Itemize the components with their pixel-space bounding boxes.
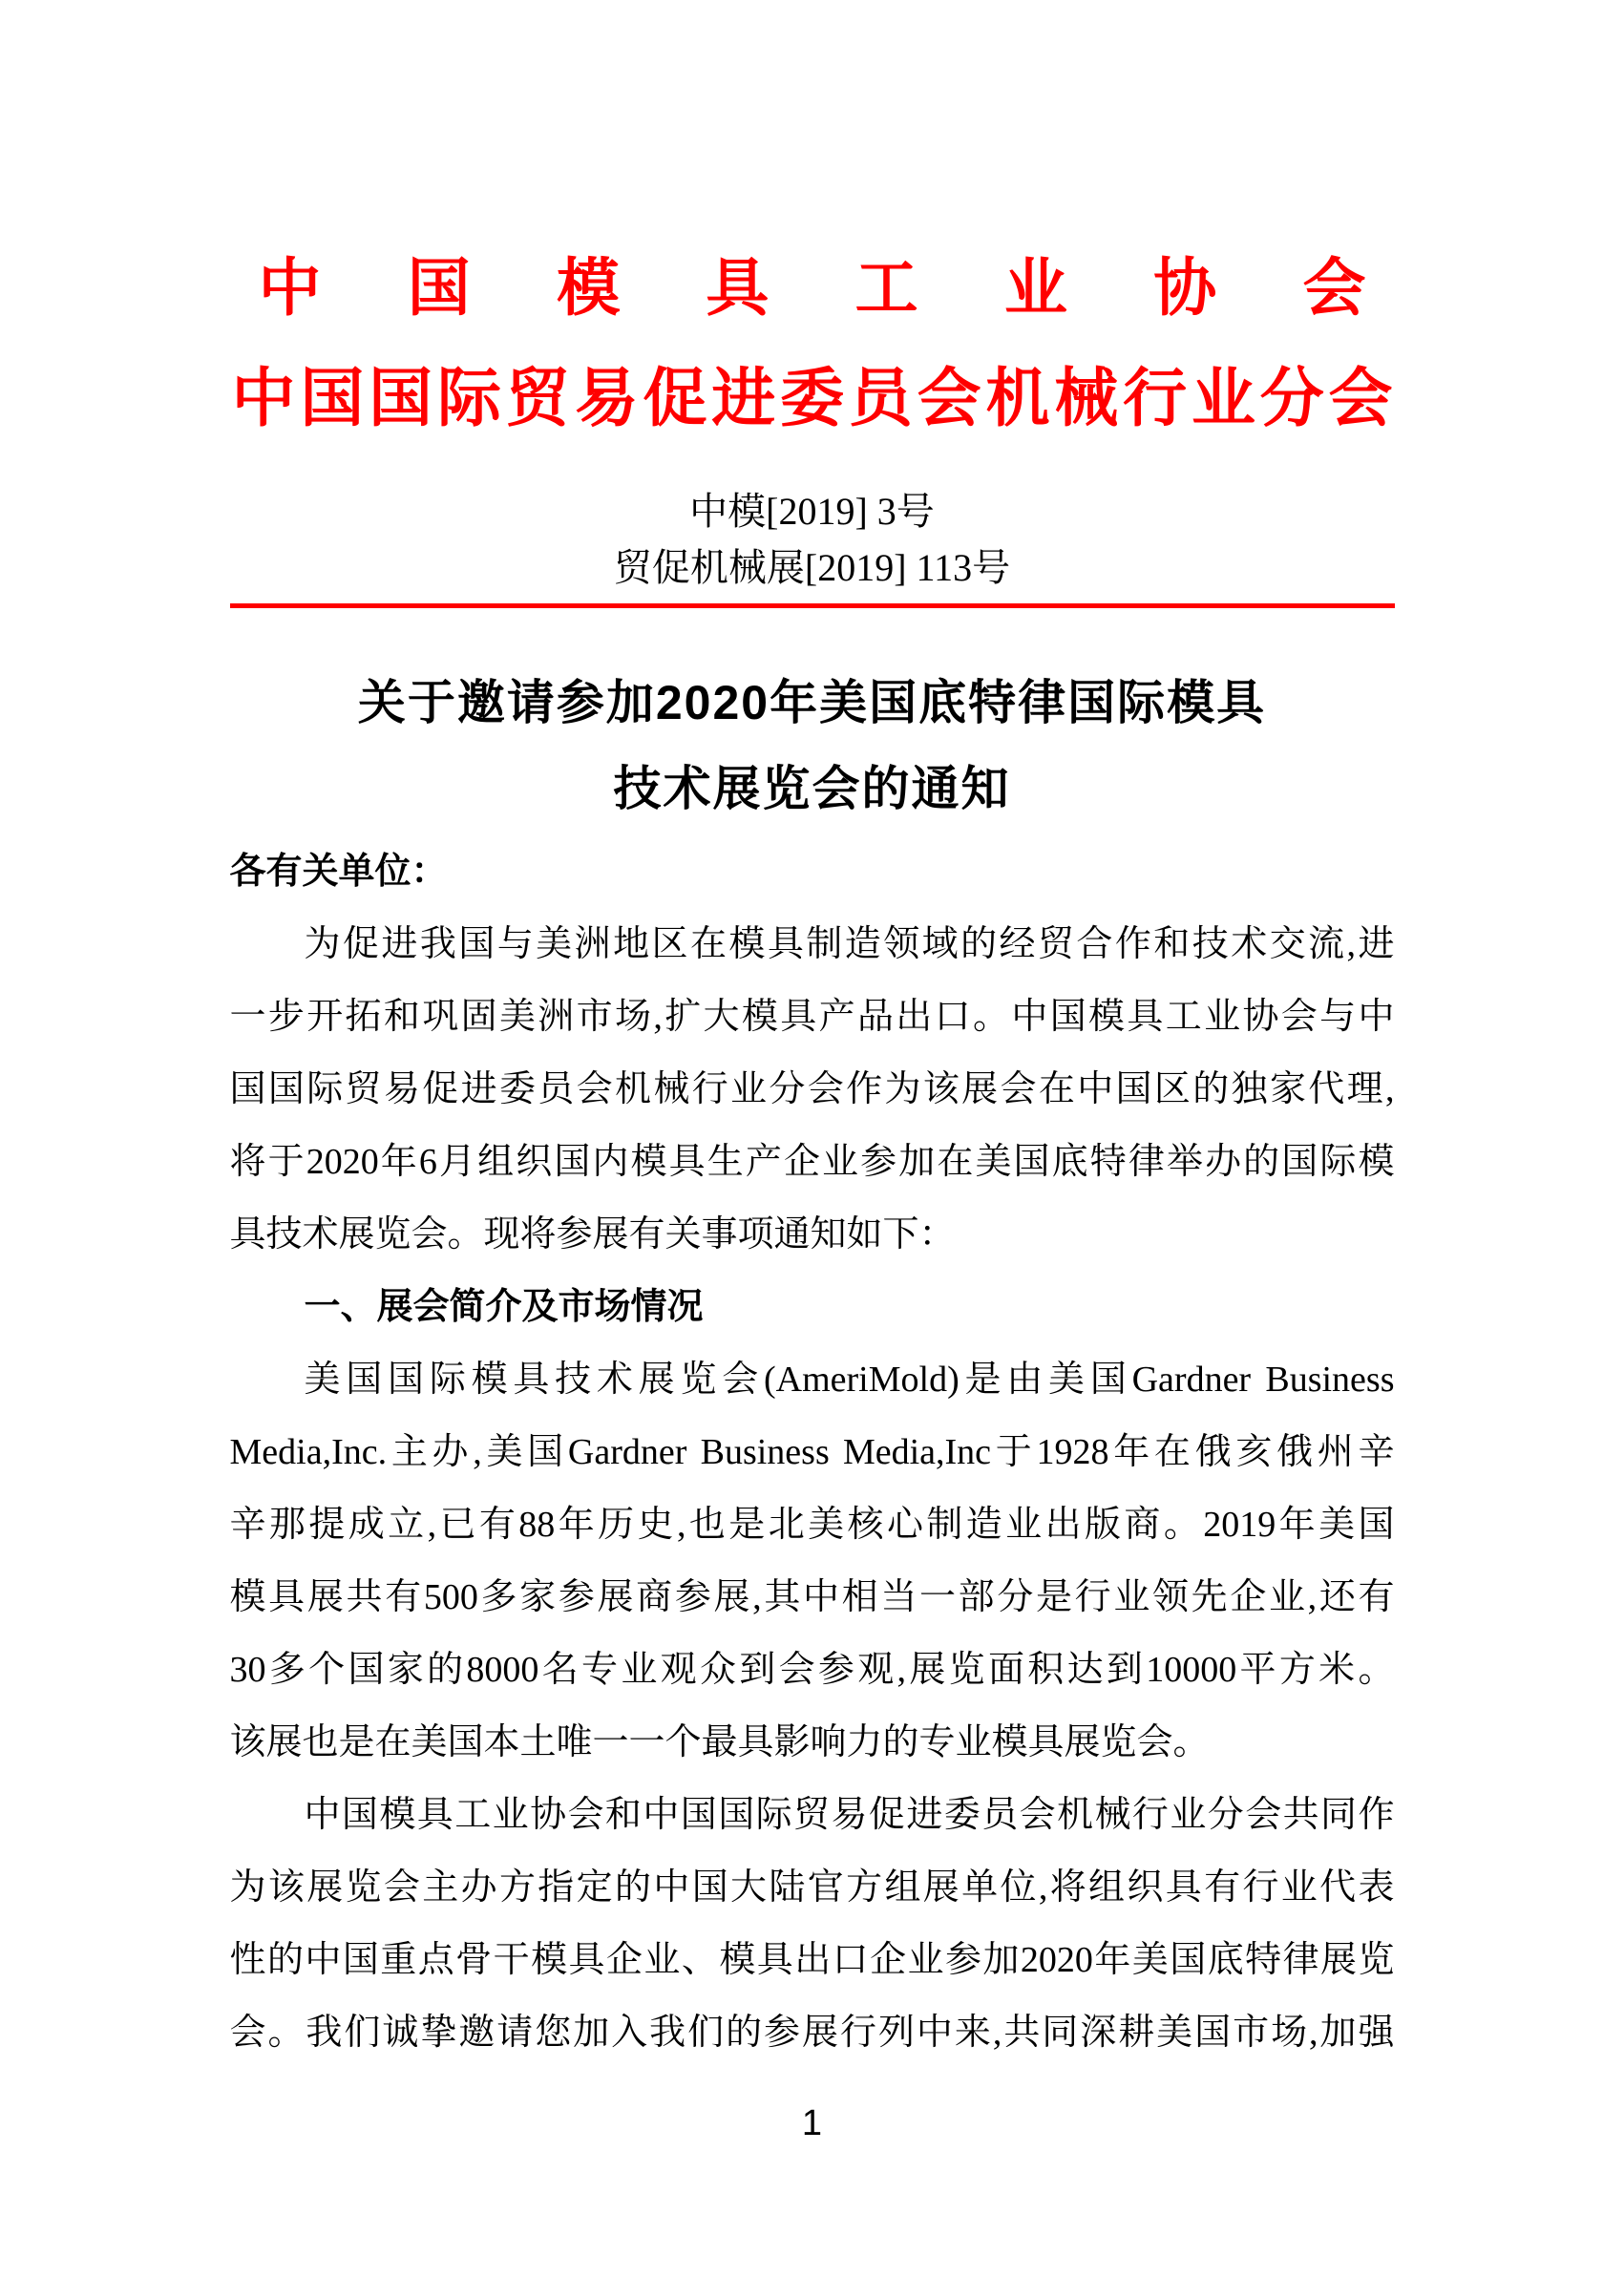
letterhead-char: 际 bbox=[436, 364, 501, 434]
letterhead-char: 会 bbox=[1328, 364, 1393, 434]
letterhead-char: 中 bbox=[258, 254, 322, 324]
letterhead-char: 协 bbox=[1153, 254, 1217, 324]
letterhead-org-name-secondary bbox=[230, 361, 1395, 437]
text-line: 中国模具工业协会和中国国际贸易促进委员会机械行业分会共同作 bbox=[304, 1795, 1395, 1835]
letterhead-char: 贸 bbox=[505, 364, 570, 434]
letterhead-char: 会 bbox=[1302, 254, 1366, 324]
letterhead-char: 业 bbox=[1191, 364, 1255, 434]
text-line: 一、展会简介及市场情况 bbox=[304, 1287, 704, 1327]
text-line: 为该展览会主办方指定的中国大陆官方组展单位,将组织具有行业代表 bbox=[229, 1867, 1395, 1908]
title-line-1: 关于邀请参加2020年美国底特律国际模具 bbox=[357, 676, 1267, 729]
letterhead-char: 工 bbox=[854, 254, 918, 324]
letterhead-char: 中 bbox=[231, 364, 296, 434]
text-line: 将于2020年6月组织国内模具生产企业参加在美国底特律举办的国际模 bbox=[229, 1142, 1395, 1182]
body-block-paragraph bbox=[230, 908, 1395, 1271]
page-number: 1 bbox=[801, 2103, 823, 2143]
body-block-paragraph bbox=[230, 1343, 1395, 1779]
letterhead-char: 易 bbox=[574, 364, 639, 434]
letterhead-char: 分 bbox=[1259, 364, 1324, 434]
letterhead-char: 国 bbox=[369, 364, 433, 434]
body-block-paragraph bbox=[230, 1779, 1395, 2069]
text-line: Media,Inc.主办,美国Gardner Business Media,Inc于1928年在俄亥俄州辛 bbox=[229, 1432, 1395, 1472]
text-line: 该展也是在美国本土唯一一个最具影响力的专业模具展览会。 bbox=[229, 1722, 1210, 1762]
body-text bbox=[230, 835, 1395, 2069]
text-line: 各有关单位： bbox=[229, 852, 448, 892]
text-line: 30多个国家的8000名专业观众到会参观,展览面积达到10000平方米。 bbox=[229, 1650, 1395, 1690]
letterhead-org-name-primary bbox=[230, 252, 1395, 327]
text-line: 模具展共有500多家参展商参展,其中相当一部分是行业领先企业,还有 bbox=[229, 1577, 1395, 1617]
letterhead-char: 模 bbox=[557, 254, 621, 324]
body-block-heading bbox=[230, 1271, 1395, 1343]
text-line: 一步开拓和巩固美洲市场,扩大模具产品出口。中国模具工业协会与中 bbox=[229, 997, 1395, 1037]
document-reference-numbers bbox=[230, 483, 1395, 596]
letterhead-char: 国 bbox=[407, 254, 471, 324]
letterhead-char: 委 bbox=[780, 364, 844, 434]
letterhead-char: 机 bbox=[985, 364, 1050, 434]
text-line: 会。我们诚挚邀请您加入我们的参展行列中来,共同深耕美国市场,加强 bbox=[229, 2013, 1395, 2053]
letterhead-char: 具 bbox=[706, 254, 770, 324]
letterhead-char: 业 bbox=[1003, 254, 1067, 324]
letterhead-char: 国 bbox=[300, 364, 365, 434]
letterhead-char: 进 bbox=[711, 364, 776, 434]
letterhead-char: 员 bbox=[848, 364, 913, 434]
text-line: 美国国际模具技术展览会(AmeriMold)是由美国Gardner Business bbox=[304, 1360, 1395, 1400]
document-title bbox=[230, 660, 1395, 832]
letterhead-char: 会 bbox=[917, 364, 981, 434]
letterhead-char: 械 bbox=[1054, 364, 1119, 434]
doc-number-2: 贸促机械展[2019] 113号 bbox=[613, 546, 1011, 589]
title-line-2: 技术展览会的通知 bbox=[613, 762, 1011, 815]
text-line: 为促进我国与美洲地区在模具制造领域的经贸合作和技术交流,进 bbox=[304, 924, 1395, 964]
letterhead-char: 促 bbox=[643, 364, 707, 434]
red-divider-line bbox=[230, 603, 1395, 608]
text-line: 国国际贸易促进委员会机械行业分会作为该展会在中国区的独家代理, bbox=[229, 1069, 1395, 1109]
body-block-salutation bbox=[230, 835, 1395, 908]
text-line: 具技术展览会。现将参展有关事项通知如下： bbox=[229, 1214, 956, 1255]
text-line: 性的中国重点骨干模具企业、模具出口企业参加2020年美国底特律展览 bbox=[229, 1940, 1395, 1980]
letterhead-char: 行 bbox=[1123, 364, 1188, 434]
doc-number-1: 中模[2019] 3号 bbox=[689, 490, 935, 533]
text-line: 辛那提成立,已有88年历史,也是北美核心制造业出版商。2019年美国 bbox=[229, 1505, 1395, 1545]
